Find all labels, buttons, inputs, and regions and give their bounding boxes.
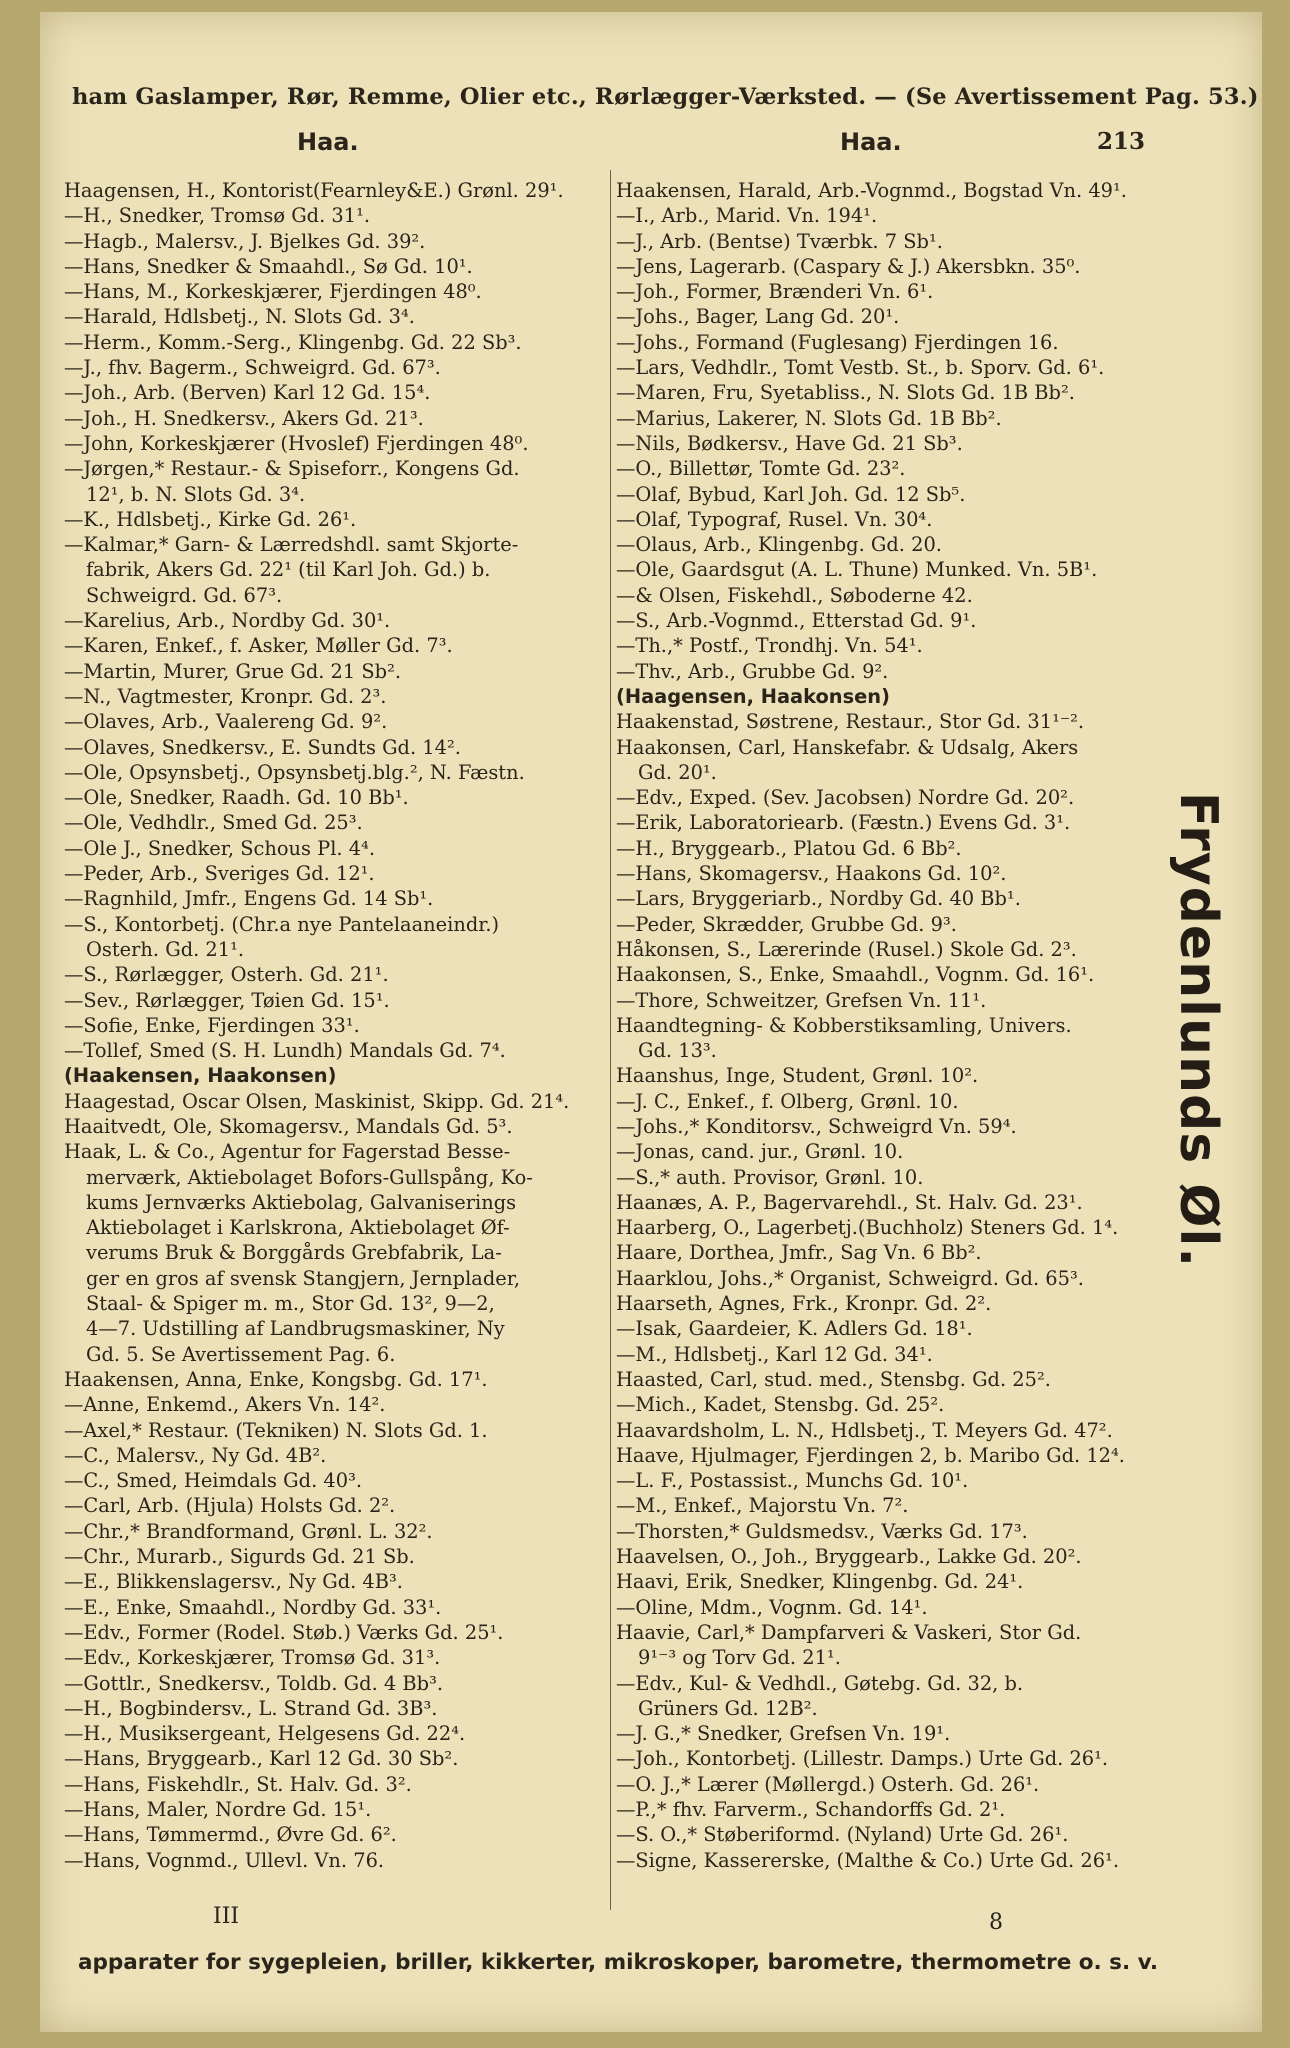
directory-entry: —J., fhv. Bagerm., Schweigrd. Gd. 67³. — [64, 356, 441, 380]
directory-entry: —Lars, Bryggeriarb., Nordby Gd. 40 Bb¹. — [616, 887, 1021, 911]
directory-entry: Gd. 13³. — [638, 1039, 717, 1063]
directory-entry: Haavardsholm, L. N., Hdlsbetj., T. Meyers Gd. 47². — [616, 1418, 1113, 1442]
directory-entry: Gd. 20¹. — [638, 760, 717, 784]
directory-entry: —Erik, Laboratoriearb. (Fæstn.) Evens Gd. 3¹. — [616, 811, 1071, 835]
directory-entry: —C., Malersv., Ny Gd. 4B². — [64, 1443, 327, 1467]
directory-entry: Haanshus, Inge, Student, Grønl. 10². — [616, 1064, 979, 1088]
directory-entry: Haarklou, Johs.,* Organist, Schweigrd. Gd. 65³. — [616, 1266, 1084, 1290]
directory-entry: —Maren, Fru, Syetabliss., N. Slots Gd. 1B Bb². — [616, 381, 1075, 405]
directory-entry: —Hans, Snedker & Smaahdl., Sø Gd. 10¹. — [64, 254, 473, 278]
directory-entry: —Ole, Snedker, Raadh. Gd. 10 Bb¹. — [64, 786, 409, 810]
section-reference: (Haakensen, Haakonsen) — [64, 1064, 337, 1088]
directory-entry: merværk, Aktiebolaget Bofors-Gullspång, Ko- — [86, 1165, 533, 1189]
directory-entry: —Hans, Maler, Nordre Gd. 15¹. — [64, 1798, 372, 1821]
left-column — [64, 178, 609, 1873]
directory-entry: —Hagb., Malersv., J. Bjelkes Gd. 39². — [64, 229, 426, 253]
section-reference: (Haagensen, Haakonsen) — [616, 684, 890, 708]
directory-entry: —H., Bogbindersv., L. Strand Gd. 3B³. — [64, 1696, 438, 1720]
directory-entry: —Thore, Schweitzer, Grefsen Vn. 11¹. — [616, 988, 987, 1012]
directory-entry: —C., Smed, Heimdals Gd. 40³. — [64, 1469, 363, 1493]
directory-entry: —Olaves, Arb., Vaalereng Gd. 9². — [64, 710, 388, 734]
directory-entry: —Martin, Murer, Grue Gd. 21 Sb². — [64, 659, 402, 683]
directory-entry: —S.,* auth. Provisor, Grønl. 10. — [616, 1165, 924, 1189]
page-number: 213 — [1097, 128, 1146, 155]
directory-entry: —Herm., Komm.-Serg., Klingenbg. Gd. 22 Sb³. — [64, 330, 522, 354]
directory-entry: Haavi, Erik, Snedker, Klingenbg. Gd. 24¹. — [616, 1570, 1024, 1594]
directory-entry: —Hans, M., Korkeskjærer, Fjerdingen 48⁰. — [64, 280, 482, 304]
header-center: Haa. — [840, 128, 902, 156]
side-advertisement-text: Frydenlunds Øl. — [1168, 791, 1228, 1269]
directory-entry: —Johs.,* Konditorsv., Schweigrd Vn. 59⁴. — [616, 1114, 1017, 1138]
directory-entry: —Carl, Arb. (Hjula) Holsts Gd. 2². — [64, 1494, 396, 1518]
directory-entry: —John, Korkeskjærer (Hvoslef) Fjerdingen 48⁰. — [64, 431, 529, 455]
column-divider — [610, 170, 611, 1910]
directory-entry: —S., Rørlægger, Osterh. Gd. 21¹. — [64, 963, 389, 987]
directory-entry: Haakonsen, Carl, Hanskefabr. & Udsalg, Akers — [616, 735, 1079, 759]
signature-mark-right: 8 — [989, 1910, 1003, 1935]
directory-entry: —Mich., Kadet, Stensbg. Gd. 25². — [616, 1393, 945, 1417]
directory-entry: —Olaus, Arb., Klingenbg. Gd. 20. — [616, 533, 942, 557]
directory-entry: —Jørgen,* Restaur.- & Spiseforr., Kongens Gd. — [64, 457, 520, 481]
directory-entry: Haakensen, Anna, Enke, Kongsbg. Gd. 17¹. — [64, 1367, 488, 1391]
directory-entry: —Oline, Mdm., Vognm. Gd. 14¹. — [616, 1595, 928, 1619]
directory-entry: Schweigrd. Gd. 67³. — [86, 583, 283, 607]
directory-entry: 12¹, b. N. Slots Gd. 3⁴. — [86, 482, 306, 506]
directory-entry: —S. O.,* Støberiformd. (Nyland) Urte Gd. 26¹. — [616, 1823, 1069, 1847]
directory-entry: —Isak, Gaardeier, K. Adlers Gd. 18¹. — [616, 1317, 973, 1341]
directory-entry: Gd. 5. Se Avertissement Pag. 6. — [86, 1342, 396, 1366]
directory-entry: Osterh. Gd. 21¹. — [86, 937, 245, 961]
header-left: Haa. — [297, 128, 359, 156]
directory-entry: Aktiebolaget i Karlskrona, Aktiebolaget Øf- — [86, 1216, 510, 1240]
bottom-advertisement: apparater for sygepleien, briller, kikkerter, mikroskoper, barometre, thermometre o. s. v. — [78, 1950, 1159, 1975]
directory-entry: —Jens, Lagerarb. (Caspary & J.) Akersbkn. 35⁰. — [616, 254, 1081, 278]
directory-entry: Haagestad, Oscar Olsen, Maskinist, Skipp. Gd. 21⁴. — [64, 1089, 570, 1113]
directory-entry: —Sev., Rørlægger, Tøien Gd. 15¹. — [64, 988, 390, 1012]
directory-entry: Haave, Hjulmager, Fjerdingen 2, b. Maribo Gd. 12⁴. — [616, 1443, 1125, 1467]
directory-entry: —E., Blikkenslagersv., Ny Gd. 4B³. — [64, 1570, 403, 1594]
directory-entry: —Hans, Fiskehdlr., St. Halv. Gd. 3². — [64, 1772, 412, 1796]
directory-entry: —O. J.,* Lærer (Møllergd.) Osterh. Gd. 26¹. — [616, 1772, 1040, 1796]
directory-entry: —J. C., Enkef., f. Olberg, Grønl. 10. — [616, 1089, 959, 1113]
directory-entry: Håkonsen, S., Lærerinde (Rusel.) Skole Gd. 2³. — [616, 937, 1077, 961]
directory-entry: Haakonsen, S., Enke, Smaahdl., Vognm. Gd. 16¹. — [616, 963, 1095, 987]
directory-entry: —Edv., Exped. (Sev. Jacobsen) Nordre Gd. 20². — [616, 786, 1075, 810]
directory-entry: —Nils, Bødkersv., Have Gd. 21 Sb³. — [616, 431, 963, 455]
side-advertisement — [1168, 791, 1228, 1269]
directory-entry: —Thv., Arb., Grubbe Gd. 9². — [616, 659, 889, 683]
directory-entry: —Chr., Murarb., Sigurds Gd. 21 Sb. — [64, 1545, 415, 1569]
directory-entry: —Marius, Lakerer, N. Slots Gd. 1B Bb². — [616, 406, 1002, 430]
directory-entry: —J., Arb. (Bentse) Tværbk. 7 Sb¹. — [616, 229, 943, 253]
directory-entry: —Chr.,* Brandformand, Grønl. L. 32². — [64, 1519, 433, 1543]
directory-entry: Haaitvedt, Ole, Skomagersv., Mandals Gd. 5³. — [64, 1114, 513, 1138]
directory-entry: Grüners Gd. 12B². — [638, 1696, 818, 1720]
directory-entry: —E., Enke, Smaahdl., Nordby Gd. 33¹. — [64, 1595, 442, 1619]
directory-entry: 9¹⁻³ og Torv Gd. 21¹. — [638, 1646, 841, 1670]
directory-entry: —Axel,* Restaur. (Tekniken) N. Slots Gd. 1. — [64, 1418, 488, 1442]
directory-entry: Haavelsen, O., Joh., Bryggearb., Lakke Gd. 20². — [616, 1545, 1082, 1569]
directory-entry: 4—7. Udstilling af Landbrugsmaskiner, Ny — [86, 1317, 505, 1341]
directory-entry: Haak, L. & Co., Agentur for Fagerstad Besse- — [64, 1140, 511, 1164]
directory-entry: —Joh., H. Snedkersv., Akers Gd. 21³. — [64, 406, 424, 430]
directory-entry: —H., Bryggearb., Platou Gd. 6 Bb². — [616, 836, 962, 860]
directory-entry: —Olaf, Bybud, Karl Joh. Gd. 12 Sb⁵. — [616, 482, 966, 506]
directory-entry: Haandtegning- & Kobberstiksamling, Univers. — [616, 1013, 1072, 1037]
directory-entry: Haare, Dorthea, Jmfr., Sag Vn. 6 Bb². — [616, 1241, 982, 1265]
directory-entry: —Johs., Bager, Lang Gd. 20¹. — [616, 305, 900, 329]
directory-entry: —Tollef, Smed (S. H. Lundh) Mandals Gd. 7⁴. — [64, 1039, 506, 1063]
directory-entry: —M., Hdlsbetj., Karl 12 Gd. 34¹. — [616, 1342, 933, 1366]
directory-entry: —Hans, Bryggearb., Karl 12 Gd. 30 Sb². — [64, 1747, 459, 1771]
directory-entry: —Olaves, Snedkersv., E. Sundts Gd. 14². — [64, 735, 461, 759]
directory-entry: —Edv., Kul- & Vedhdl., Gøtebg. Gd. 32, b. — [616, 1671, 1024, 1695]
directory-entry: —S., Arb.-Vognmd., Etterstad Gd. 9¹. — [616, 609, 977, 633]
directory-entry: —O., Billettør, Tomte Gd. 23². — [616, 457, 906, 481]
directory-entry: —Ole, Vedhdlr., Smed Gd. 25³. — [64, 811, 363, 835]
directory-entry: Haasted, Carl, stud. med., Stensbg. Gd. 25². — [616, 1367, 1051, 1391]
directory-entry: —& Olsen, Fiskehdl., Søboderne 42. — [616, 583, 973, 607]
directory-entry: —S., Kontorbetj. (Chr.a nye Pantelaaneindr.) — [64, 912, 500, 936]
directory-entry: ger en gros af svensk Stangjern, Jernplader, — [86, 1266, 521, 1290]
directory-entry: —Hans, Tømmermd., Øvre Gd. 6². — [64, 1823, 397, 1847]
directory-entry: Staal- & Spiger m. m., Stor Gd. 13², 9—2, — [86, 1292, 495, 1316]
directory-entry: —Johs., Formand (Fuglesang) Fjerdingen 16. — [616, 330, 1059, 354]
directory-entry: —I., Arb., Marid. Vn. 194¹. — [616, 204, 878, 228]
directory-entry: Haakensen, Harald, Arb.-Vognmd., Bogstad Vn. 49¹. — [616, 179, 1127, 202]
directory-entry: —Th.,* Postf., Trondhj. Vn. 54¹. — [616, 634, 923, 658]
directory-entry: —Harald, Hdlsbetj., N. Slots Gd. 3⁴. — [64, 305, 415, 329]
signature-mark-left: III — [213, 1904, 240, 1929]
directory-entry: —Joh., Kontorbetj. (Lillestr. Damps.) Urte Gd. 26¹. — [616, 1747, 1109, 1771]
directory-entry: —Ragnhild, Jmfr., Engens Gd. 14 Sb¹. — [64, 887, 434, 911]
directory-entry: —Thorsten,* Guldsmedsv., Værks Gd. 17³. — [616, 1519, 1028, 1543]
directory-entry: Haarberg, O., Lagerbetj.(Buchholz) Steners Gd. 1⁴. — [616, 1216, 1119, 1240]
directory-entry: —Karen, Enkef., f. Asker, Møller Gd. 7³. — [64, 634, 453, 658]
directory-entry: —Kalmar,* Garn- & Lærredshdl. samt Skjorte- — [64, 533, 519, 557]
directory-entry: —Ole, Opsynsbetj., Opsynsbetj.blg.², N. Fæstn. — [64, 760, 525, 784]
directory-entry: Haavie, Carl,* Dampfarveri & Vaskeri, Stor Gd. — [616, 1620, 1082, 1644]
directory-entry: —Signe, Kassererske, (Malthe & Co.) Urte Gd. 26¹. — [616, 1848, 1119, 1872]
directory-entry: kums Jernværks Aktiebolag, Galvaniserings — [86, 1190, 517, 1214]
directory-entry: —P.,* fhv. Farverm., Schandorffs Gd. 2¹. — [616, 1798, 1006, 1821]
directory-entry: Haakenstad, Søstrene, Restaur., Stor Gd. 31¹⁻². — [616, 710, 1085, 734]
directory-entry: —J. G.,* Snedker, Grefsen Vn. 19¹. — [616, 1722, 951, 1746]
directory-entry: —Lars, Vedhdlr., Tomt Vestb. St., b. Sporv. Gd. 6¹. — [616, 356, 1105, 380]
directory-entry: —Joh., Arb. (Berven) Karl 12 Gd. 15⁴. — [64, 381, 431, 405]
directory-entry: —M., Enkef., Majorstu Vn. 7². — [616, 1494, 909, 1518]
directory-entry: —Jonas, cand. jur., Grønl. 10. — [616, 1140, 904, 1164]
directory-entry: —Hans, Skomagersv., Haakons Gd. 10². — [616, 862, 1007, 886]
right-column — [616, 178, 1161, 1873]
directory-entry: —Karelius, Arb., Nordby Gd. 30¹. — [64, 609, 391, 633]
directory-entry: —Sofie, Enke, Fjerdingen 33¹. — [64, 1013, 360, 1037]
directory-entry: —Edv., Korkeskjærer, Tromsø Gd. 31³. — [64, 1646, 441, 1670]
directory-entry: —Ole J., Snedker, Schous Pl. 4⁴. — [64, 836, 375, 860]
directory-entry: verums Bruk & Borggårds Grebfabrik, La- — [86, 1241, 502, 1265]
directory-entry: —Joh., Former, Brænderi Vn. 6¹. — [616, 280, 934, 304]
directory-entry: —Ole, Gaardsgut (A. L. Thune) Munked. Vn. 5B¹. — [616, 558, 1098, 582]
directory-entry: fabrik, Akers Gd. 22¹ (til Karl Joh. Gd.) b. — [86, 558, 491, 582]
directory-entry: —Anne, Enkemd., Akers Vn. 14². — [64, 1393, 386, 1417]
directory-entry: Haarseth, Agnes, Frk., Kronpr. Gd. 2². — [616, 1292, 992, 1316]
top-advertisement: ham Gaslamper, Rør, Remme, Olier etc., Rørlægger-Værksted. — (Se Avertissement Pag. 53.) — [72, 84, 1259, 110]
directory-entry: —Peder, Skrædder, Grubbe Gd. 9³. — [616, 912, 957, 936]
directory-entry: Haanæs, A. P., Bagervarehdl., St. Halv. Gd. 23¹. — [616, 1190, 1083, 1214]
directory-entry: Haagensen, H., Kontorist(Fearnley&E.) Grønl. 29¹. — [64, 179, 564, 202]
directory-entry: —Edv., Former (Rodel. Støb.) Værks Gd. 25¹. — [64, 1620, 504, 1644]
directory-entry: —Hans, Vognmd., Ullevl. Vn. 76. — [64, 1848, 385, 1872]
directory-entry: —L. F., Postassist., Munchs Gd. 10¹. — [616, 1469, 969, 1493]
directory-entry: —Peder, Arb., Sveriges Gd. 12¹. — [64, 862, 375, 886]
directory-entry: —Gottlr., Snedkersv., Toldb. Gd. 4 Bb³. — [64, 1671, 444, 1695]
directory-entry: —Olaf, Typograf, Rusel. Vn. 30⁴. — [616, 507, 933, 531]
directory-entry: —H., Snedker, Tromsø Gd. 31¹. — [64, 204, 371, 228]
directory-entry: —N., Vagtmester, Kronpr. Gd. 2³. — [64, 684, 387, 708]
directory-entry: —K., Hdlsbetj., Kirke Gd. 26¹. — [64, 507, 357, 531]
directory-entry: —H., Musiksergeant, Helgesens Gd. 22⁴. — [64, 1722, 466, 1746]
